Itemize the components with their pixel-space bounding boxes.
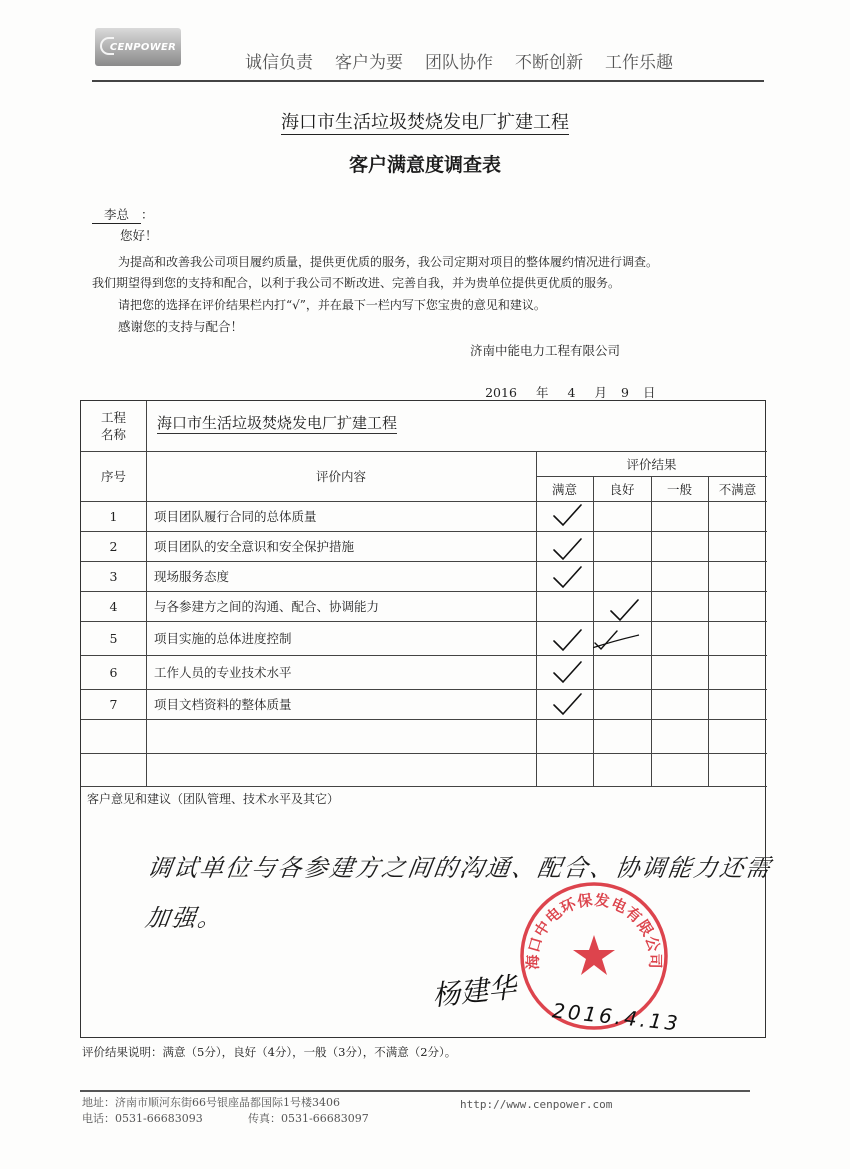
row-content: 项目文档资料的整体质量 xyxy=(154,697,292,712)
row-number: 2 xyxy=(109,538,118,554)
rating-unsatisfied: 不满意 xyxy=(718,481,757,497)
row-number: 3 xyxy=(109,568,118,584)
header-divider xyxy=(92,80,764,82)
crossed-out-checkmark-icon xyxy=(593,627,641,653)
company-name: 济南中能电力工程有限公司 xyxy=(470,343,621,358)
logo-text: CENPOWER xyxy=(109,41,177,53)
comment-text-line-2: 加强。 xyxy=(143,904,226,932)
comment-label: 客户意见和建议（团队管理、技术水平及其它） xyxy=(87,791,340,806)
slogan: 客户为要 xyxy=(335,53,403,73)
date-year: 2016 xyxy=(470,385,532,401)
row-content: 工作人员的专业技术水平 xyxy=(154,665,292,680)
rating-satisfied: 满意 xyxy=(551,481,577,497)
date-day: 9 xyxy=(611,385,639,401)
footer-fax: 传真：0531-66683097 xyxy=(248,1112,369,1125)
row-content: 项目团队的安全意识和安全保护措施 xyxy=(154,539,355,554)
col-result-header: 评价结果 xyxy=(626,456,677,472)
footer-divider xyxy=(80,1090,750,1092)
checkmark-icon xyxy=(551,502,583,528)
letter-line-2: 我们期望得到您的支持和配合，以利于我公司不断改进、完善自我，并为贵单位提供更优质的服务。 xyxy=(92,276,621,290)
slogan: 工作乐趣 xyxy=(605,53,673,73)
checkmark-icon xyxy=(551,659,583,685)
row-content: 与各参建方之间的沟通、配合、协调能力 xyxy=(154,599,380,614)
signature: 杨建华 xyxy=(430,970,518,1013)
checkmark-icon xyxy=(551,691,583,717)
cenpower-logo xyxy=(95,28,181,66)
letter-line-1: 为提高和改善我公司项目履约质量，提供更优质的服务，我公司定期对项目的整体履约情况进行调查。 xyxy=(118,255,659,269)
checkmark-icon xyxy=(551,536,583,562)
row-content: 项目实施的总体进度控制 xyxy=(154,631,292,646)
project-name-label: 工程 名称 xyxy=(100,410,126,442)
checkmark-icon xyxy=(551,564,583,590)
comment-text-line-1: 调试单位与各参建方之间的沟通、配合、协调能力还需 xyxy=(145,854,774,882)
greeting: 您好！ xyxy=(120,228,158,243)
letter-date: 2016 年 4 月 9 日 xyxy=(470,383,655,401)
letter-line-3: 请把您的选择在评价结果栏内打“√”，并在最下一栏内写下您宝贵的意见和建议。 xyxy=(118,298,546,312)
rating-legend: 评价结果说明：满意（5分），良好（4分），一般（3分），不满意（2分）。 xyxy=(82,1045,457,1059)
row-number: 1 xyxy=(109,508,118,524)
checkmark-icon xyxy=(608,597,640,623)
footer-address: 地址：济南市顺河东街66号银座晶都国际1号楼3406 xyxy=(82,1096,340,1109)
slogan: 不断创新 xyxy=(515,53,583,73)
logo-mark-icon xyxy=(100,37,114,55)
row-number: 5 xyxy=(109,630,118,646)
form-title: 客户满意度调查表 xyxy=(348,154,501,176)
project-title: 海口市生活垃圾焚烧发电厂扩建工程 xyxy=(281,112,569,133)
col-seq-header: 序号 xyxy=(100,469,126,484)
slogan: 诚信负责 xyxy=(245,53,313,73)
recipient-name: 李总 xyxy=(92,205,141,224)
footer-phone: 电话：0531-66683093 xyxy=(82,1112,203,1125)
date-month: 4 xyxy=(552,385,590,401)
letter-line-4: 感谢您的支持与配合！ xyxy=(118,319,244,334)
row-content: 现场服务态度 xyxy=(154,569,230,584)
col-content-header: 评价内容 xyxy=(315,469,366,484)
slogan: 团队协作 xyxy=(425,53,493,73)
salutation: 李总 ： xyxy=(92,205,154,224)
company-slogans xyxy=(245,48,673,73)
checkmark-icon xyxy=(551,627,583,653)
row-number: 4 xyxy=(109,598,118,614)
signed-date: 2016.4.13 xyxy=(551,998,682,1036)
rating-good: 良好 xyxy=(609,481,635,497)
svg-text:海口中电环保发电有限公司: 海口中电环保发电有限公司 xyxy=(523,890,665,970)
footer-website[interactable]: http://www.cenpower.com xyxy=(460,1098,613,1111)
row-number: 6 xyxy=(109,664,118,680)
rating-average: 一般 xyxy=(666,481,692,497)
row-number: 7 xyxy=(109,696,118,712)
project-name-value: 海口市生活垃圾焚烧发电厂扩建工程 xyxy=(157,414,398,432)
row-content: 项目团队履行合同的总体质量 xyxy=(154,509,317,524)
